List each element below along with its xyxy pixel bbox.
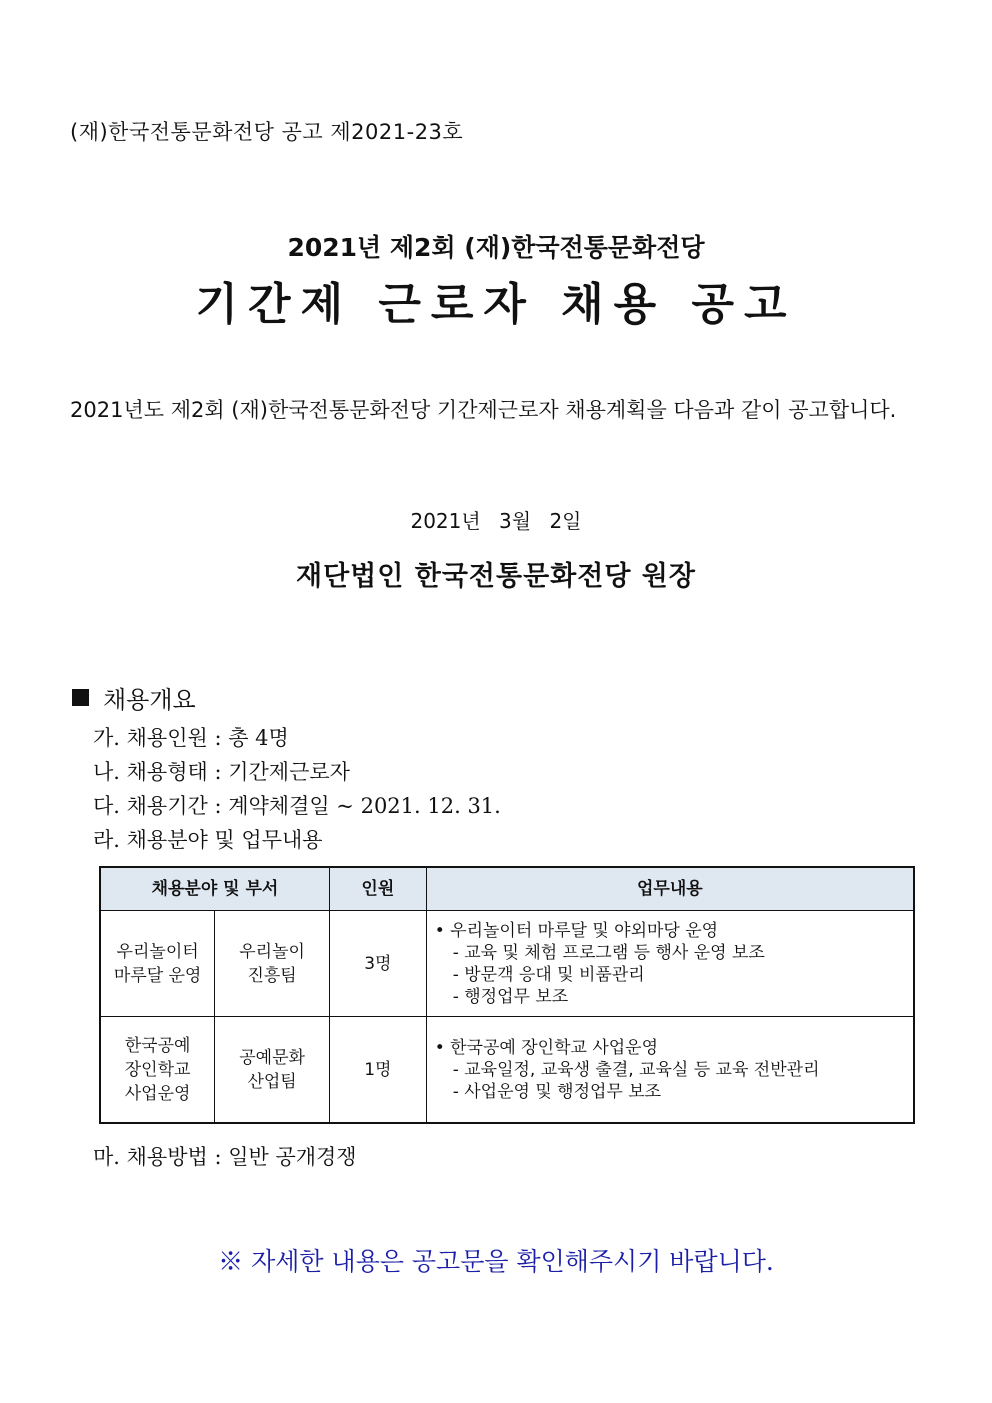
duty-sub: - 사업운영 및 행정업무 보조 [452,1081,662,1102]
item-headcount: 가. 채용인원 : 총 4명 [93,726,289,750]
duty-sub: - 교육 및 체험 프로그램 등 행사 운영 보조 [452,942,765,963]
field-line: 사업운영 [124,1083,191,1104]
issuer-name: 재단법인 한국전통문화전당 원장 [296,561,696,592]
count-cell: 1명 [329,1017,426,1124]
footer-note: ※ 자세한 내용은 공고문을 확인해주시기 바랍니다. [218,1247,774,1276]
field-line: 한국공예 [124,1035,191,1056]
square-bullet-icon [72,689,89,706]
dept-cell [215,911,330,1017]
item-employment-period: 다. 채용기간 : 계약체결일 ~ 2021. 12. 31. [93,794,501,818]
intro-paragraph: 2021년도 제2회 (재)한국전통문화전당 기간제근로자 채용계획을 다음과 같이 공고합니다. [70,398,897,422]
count-cell: 3명 [329,911,426,1017]
duties-cell [426,911,914,1017]
field-line: 장인학교 [124,1059,191,1080]
duty-sub: - 방문객 응대 및 비품관리 [452,964,645,985]
page-title: 기간제 근로자 채용 공고 [195,279,797,330]
announcement-date: 2021년 3월 2일 [410,509,582,533]
section-title: 채용개요 [103,686,196,714]
duty-main: • 우리놀이터 마루달 및 야외마당 운영 [435,920,913,942]
section-heading [72,680,196,715]
field-line: 우리놀이터 [116,941,199,962]
header-field: 채용분야 및 부서 [100,867,329,911]
table-row [100,911,914,1017]
duties-cell [426,1017,914,1124]
notice-number: (재)한국전통문화전당 공고 제2021-23호 [70,120,464,144]
duty-sub: - 행정업무 보조 [452,986,569,1007]
field-cell [100,1017,215,1124]
header-duties: 업무내용 [426,867,914,911]
item-fields-duties: 라. 채용분야 및 업무내용 [93,828,323,852]
dept-line: 산업팀 [247,1071,297,1092]
dept-cell [215,1017,330,1124]
header-count: 인원 [329,867,426,911]
dept-line: 공예문화 [239,1047,305,1068]
recruitment-table [99,866,915,1124]
field-line: 마루달 운영 [113,965,202,986]
item-hiring-method: 마. 채용방법 : 일반 공개경쟁 [93,1145,357,1169]
duty-main: • 한국공예 장인학교 사업운영 [435,1037,913,1059]
title-subtitle: 2021년 제2회 (재)한국전통문화전당 [287,233,705,262]
duty-sub: - 교육일정, 교육생 출결, 교육실 등 교육 전반관리 [452,1059,820,1080]
table-header-row [100,867,914,911]
dept-line: 우리놀이 [239,941,305,962]
item-employment-type: 나. 채용형태 : 기간제근로자 [93,760,350,784]
table-row [100,1017,914,1124]
dept-line: 진흥팀 [247,965,297,986]
field-cell [100,911,215,1017]
